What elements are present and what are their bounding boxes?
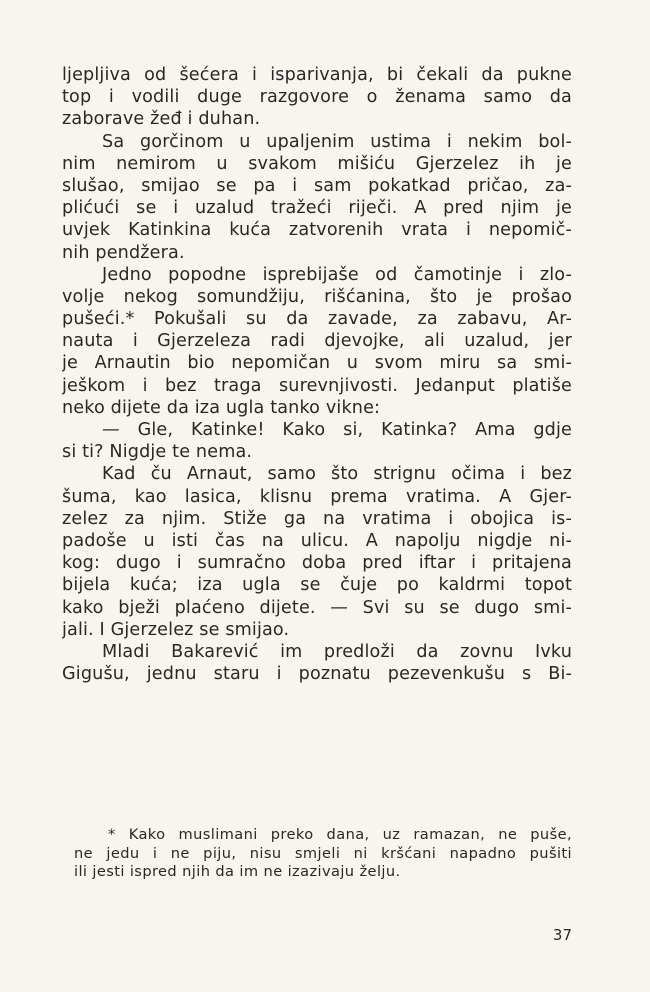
text-line: kako bježi plaćeno dijete. — Svi su se dugo smi-	[62, 597, 572, 618]
footnote-line: * Kako muslimani preko dana, uz ramazan, ne puše,	[108, 826, 572, 843]
text-line: plićući se i uzalud tražeći riječi. A pred njim je	[62, 198, 572, 219]
text-line: slušao, smijao se pa i sam pokatkad pričao, za-	[62, 175, 572, 196]
text-line: nih pendžera.	[62, 242, 185, 263]
footnote-line: ili jesti ispred njih da im ne izazivaju želju.	[74, 863, 401, 881]
text-line: bijela kuća; iza ugla se čuje po kaldrmi topot	[62, 575, 572, 596]
text-line: uvjek Katinkina kuća zatvorenih vrata i nepomič-	[62, 220, 572, 241]
text-line: Mladi Bakarević im predloži da zovnu Ivku	[102, 641, 572, 662]
text-line: volje nekog somundžiju, rišćanina, što je prošao	[62, 286, 572, 307]
text-line: Jedno popodne isprebijaše od čamotinje i zlo-	[102, 264, 572, 285]
text-line: je Arnautin bio nepomičan u svom miru sa smi-	[62, 353, 572, 374]
text-line: Gigušu, jednu staru i poznatu pezevenkušu s Bi-	[62, 664, 572, 685]
text-line: zelez za njim. Stiže ga na vratima i obojica is-	[62, 508, 572, 529]
text-line: kog: dugo i sumračno doba pred iftar i pritajena	[62, 553, 572, 574]
text-line: Sa gorčinom u upaljenim ustima i nekim bol-	[102, 131, 572, 152]
footnote-line: ne jedu i ne piju, nisu smjeli ni kršćani napadno pušiti	[74, 844, 572, 862]
page-number: 37	[552, 926, 572, 944]
text-line: jali. I Gjerzelez se smijao.	[62, 619, 290, 640]
text-line: Kad ču Arnaut, samo što strignu očima i bez	[102, 464, 572, 485]
text-line: ješkom i bez traga surevnjivosti. Jedanput platiše	[62, 375, 572, 396]
text-line: nauta i Gjerzeleza radi djevojke, ali uzalud, jer	[62, 331, 572, 352]
text-line: si ti? Nigdje te nema.	[62, 442, 253, 463]
text-line: ljepljiva od šećera i isparivanja, bi čekali da pukne	[62, 65, 572, 85]
text-line: neko dijete da iza ugla tanko vikne:	[62, 397, 381, 418]
text-line: padoše u isti čas na ulicu. A napolju nigdje ni-	[62, 530, 572, 551]
text-line: nim nemirom u svakom mišiću Gjerzelez ih je	[62, 153, 572, 174]
footnote	[74, 826, 572, 882]
text-line: pušeći.* Pokušali su da zavade, za zabavu, Ar-	[62, 309, 572, 330]
text-line: zaborave žeđ i duhan.	[62, 109, 261, 130]
text-line: — Gle, Katinke! Kako si, Katinka? Ama gdje	[102, 420, 572, 440]
text-line: top i vodili duge razgovore o ženama samo da	[62, 87, 572, 108]
text-line: šuma, kao lasica, klisnu prema vratima. A Gjer-	[62, 486, 572, 507]
body-text	[62, 64, 572, 685]
